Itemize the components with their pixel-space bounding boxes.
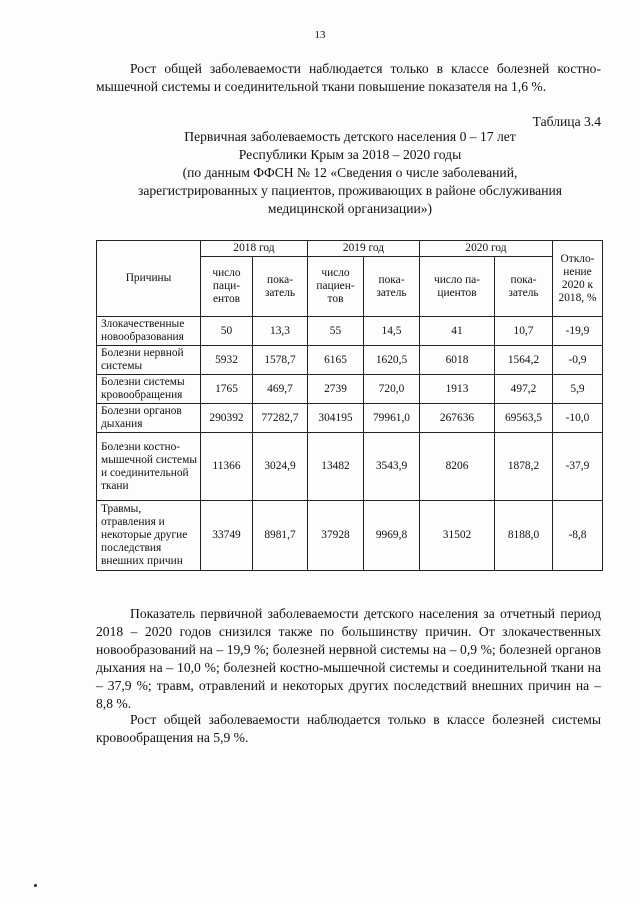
cause-cell: Болезни нервной системы <box>97 346 201 375</box>
value-cell: 5,9 <box>553 375 603 404</box>
title-line: зарегистрированных у пациентов, проживающих в районе обслуживания <box>137 183 563 198</box>
value-cell: 6165 <box>308 346 364 375</box>
value-cell: 497,2 <box>495 375 553 404</box>
morbidity-table <box>96 240 603 571</box>
subheader-rate: пока-затель <box>253 257 308 317</box>
value-cell: 6018 <box>420 346 495 375</box>
header-causes: Причины <box>97 241 201 317</box>
title-line: Республики Крым за 2018 – 2020 годы <box>238 147 462 162</box>
value-cell: 33749 <box>201 501 253 571</box>
value-cell: 10,7 <box>495 317 553 346</box>
value-cell: 11366 <box>201 433 253 501</box>
table-row <box>97 404 603 433</box>
value-cell: 37928 <box>308 501 364 571</box>
value-cell: 1765 <box>201 375 253 404</box>
value-cell: 3024,9 <box>253 433 308 501</box>
value-cell: 290392 <box>201 404 253 433</box>
title-line: медицинской организации») <box>267 201 433 216</box>
value-cell: 2739 <box>308 375 364 404</box>
intro-paragraph: Рост общей заболеваемости наблюдается только в классе болезней костно-мышечной системы и соединительной ткани повышение показателя на 1,6 %. <box>96 61 601 94</box>
table-body <box>97 317 603 571</box>
value-cell: -19,9 <box>553 317 603 346</box>
subheader-rate: пока-затель <box>495 257 553 317</box>
value-cell: 1878,2 <box>495 433 553 501</box>
value-cell: 41 <box>420 317 495 346</box>
value-cell: -37,9 <box>553 433 603 501</box>
value-cell: 5932 <box>201 346 253 375</box>
value-cell: 14,5 <box>364 317 420 346</box>
value-cell: 13482 <box>308 433 364 501</box>
value-cell: -8,8 <box>553 501 603 571</box>
header-year: 2019 год <box>308 241 420 257</box>
subheader-patients: число пациен-тов <box>308 257 364 317</box>
table-label: Таблица 3.4 <box>532 114 601 129</box>
page-number: 13 <box>314 29 326 41</box>
value-cell: 9969,8 <box>364 501 420 571</box>
table-row <box>97 433 603 501</box>
value-cell: 8981,7 <box>253 501 308 571</box>
subheader-patients: число па-циентов <box>420 257 495 317</box>
header-year: 2020 год <box>420 241 553 257</box>
cause-cell: Болезни органов дыхания <box>97 404 201 433</box>
value-cell: 55 <box>308 317 364 346</box>
table-row <box>97 317 603 346</box>
scan-speck <box>34 884 37 887</box>
cause-cell: Злокачественные новообразования <box>97 317 201 346</box>
table-title <box>90 128 610 218</box>
value-cell: 720,0 <box>364 375 420 404</box>
cause-cell: Болезни костно-мышечной системы и соединительной ткани <box>97 433 201 501</box>
value-cell: 1620,5 <box>364 346 420 375</box>
title-line: Первичная заболеваемость детского населения 0 – 17 лет <box>184 129 516 144</box>
value-cell: 267636 <box>420 404 495 433</box>
value-cell: 69563,5 <box>495 404 553 433</box>
header-year: 2018 год <box>201 241 308 257</box>
value-cell: 77282,7 <box>253 404 308 433</box>
value-cell: 79961,0 <box>364 404 420 433</box>
value-cell: -0,9 <box>553 346 603 375</box>
cause-cell: Травмы, отравления и некоторые другие последствия внешних причин <box>97 501 201 571</box>
summary-paragraph: Показатель первичной заболеваемости детского населения за отчетный период 2018 – 2020 годов снизился также по большинству причин. От злокачественных новообразований на – 19,9 %; болезней нервной системы на – 0,9 %; болезней органов дыхания на – 10,0 %; болезней костно-мышечной системы и соединительной ткани на – 37,9 %; травм, отравлений и некоторых других последствий внешних причин на – 8,8 %. <box>96 606 601 711</box>
value-cell: 31502 <box>420 501 495 571</box>
value-cell: 1578,7 <box>253 346 308 375</box>
value-cell: 1913 <box>420 375 495 404</box>
cause-cell: Болезни системы кровообращения <box>97 375 201 404</box>
subheader-rate: пока-затель <box>364 257 420 317</box>
value-cell: 13,3 <box>253 317 308 346</box>
value-cell: 8188,0 <box>495 501 553 571</box>
table-row <box>97 501 603 571</box>
closing-paragraph: Рост общей заболеваемости наблюдается только в классе болезней системы кровообращения на 5,9 %. <box>96 712 601 745</box>
header-deviation: Откло-нение 2020 к 2018, % <box>553 241 603 317</box>
value-cell: 8206 <box>420 433 495 501</box>
subheader-patients: число паци-ентов <box>201 257 253 317</box>
value-cell: 50 <box>201 317 253 346</box>
value-cell: 3543,9 <box>364 433 420 501</box>
table-row <box>97 375 603 404</box>
title-line: (по данным ФФСН № 12 «Сведения о числе заболеваний, <box>182 165 518 180</box>
value-cell: 469,7 <box>253 375 308 404</box>
table-row <box>97 346 603 375</box>
value-cell: 1564,2 <box>495 346 553 375</box>
value-cell: 304195 <box>308 404 364 433</box>
value-cell: -10,0 <box>553 404 603 433</box>
